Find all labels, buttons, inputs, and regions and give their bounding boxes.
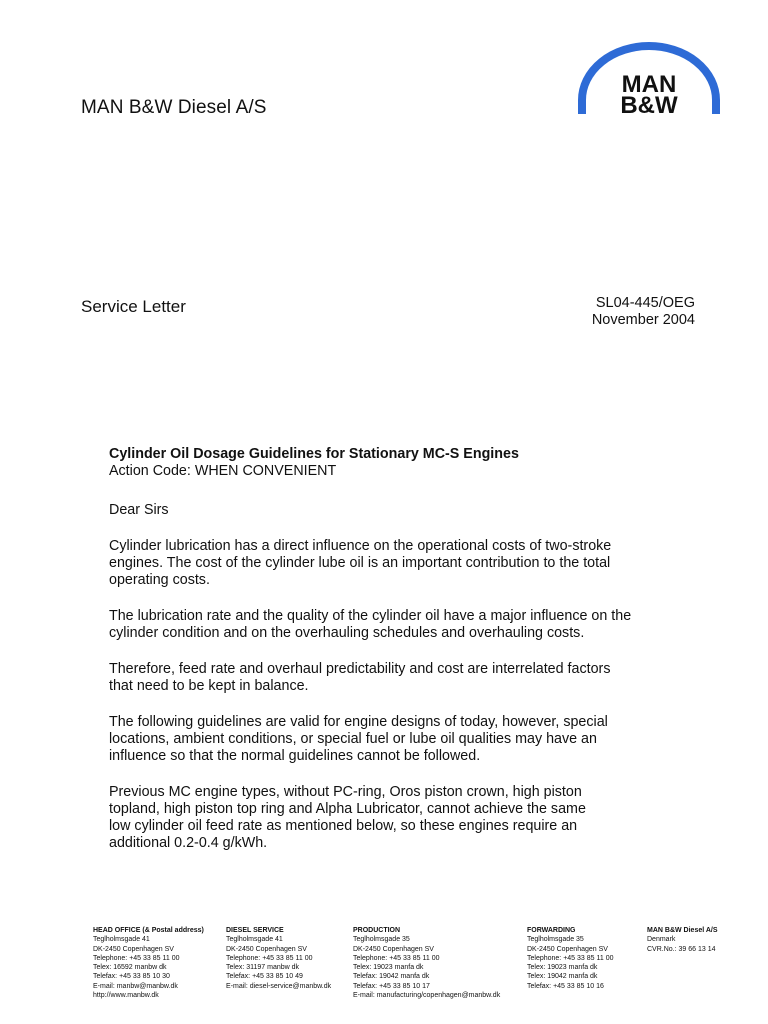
footer-heading: MAN B&W Diesel A/S: [647, 927, 718, 934]
footer-heading: DIESEL SERVICE: [226, 927, 284, 934]
footer-line: Telephone: +45 33 85 11 00: [527, 954, 614, 962]
paragraph-line: influence so that the normal guidelines cannot be followed.: [109, 748, 481, 764]
paragraph-line: engines. The cost of the cylinder lube oil is an important contribution to the total: [109, 555, 611, 571]
paragraph-line: The lubrication rate and the quality of the cylinder oil have a major influence on the: [109, 608, 632, 624]
body-paragraph: [109, 538, 689, 589]
footer-line: E-mail: manufacturing/copenhagen@manbw.dk: [353, 992, 501, 1000]
footer-line: Telephone: +45 33 85 11 00: [226, 954, 313, 962]
letter-date: November 2004: [591, 312, 695, 328]
paragraph-line: Previous MC engine types, without PC-ring, Oros piston crown, high piston: [109, 784, 582, 800]
footer-line: Teglholmsgade 41: [226, 936, 283, 944]
footer-line: Telefax: +45 33 85 10 17: [353, 982, 430, 990]
footer-line: Telefax: +45 33 85 10 49: [226, 973, 303, 981]
footer-column-head-office: [93, 926, 204, 1000]
letter-content: [109, 446, 689, 852]
footer-line: Telex: 19023 manfa dk: [353, 964, 424, 972]
footer-line: Denmark: [647, 936, 676, 944]
body-paragraph: [109, 714, 689, 765]
footer: [0, 926, 768, 1006]
footer-column-forwarding: [527, 926, 613, 991]
letter-reference-block: [592, 295, 695, 329]
logo-text-man: MAN: [621, 71, 677, 98]
footer-heading: PRODUCTION: [353, 927, 401, 934]
footer-line: Teglholmsgade 35: [527, 936, 584, 944]
paragraph-line: low cylinder oil feed rate as mentioned below, so these engines require an: [109, 818, 578, 834]
footer-line: CVR.No.: 39 66 13 14: [647, 945, 716, 953]
logo-text-bw: B&W: [620, 92, 678, 119]
footer-line: Teglholmsgade 41: [93, 936, 150, 944]
footer-line: E-mail: diesel-service@manbw.dk: [226, 982, 332, 990]
body-paragraph: [109, 608, 689, 642]
footer-column-company: [647, 926, 718, 954]
letter-reference: SL04-445/OEG: [595, 295, 695, 311]
paragraph-line: Therefore, feed rate and overhaul predictability and cost are interrelated factors: [109, 661, 611, 677]
paragraph-line: Cylinder lubrication has a direct influence on the operational costs of two-stroke: [109, 538, 612, 554]
footer-line: DK-2450 Copenhagen SV: [226, 945, 307, 953]
footer-line: Teglholmsgade 35: [353, 936, 410, 944]
footer-line: E-mail: manbw@manbw.dk: [93, 982, 178, 990]
paragraph-line: additional 0.2-0.4 g/kWh.: [109, 835, 268, 851]
body-paragraph: [109, 784, 689, 852]
salutation: Dear Sirs: [109, 502, 169, 518]
paragraph-line: operating costs.: [109, 572, 210, 588]
footer-line: Telefax: +45 33 85 10 30: [93, 973, 170, 981]
footer-line: Telephone: +45 33 85 11 00: [353, 954, 440, 962]
footer-line: Telefax: +45 33 85 10 16: [527, 982, 604, 990]
footer-line: Telephone: +45 33 85 11 00: [93, 954, 180, 962]
paragraph-line: The following guidelines are valid for engine designs of today, however, special: [109, 714, 608, 730]
footer-heading: FORWARDING: [527, 927, 576, 934]
paragraph-line: that need to be kept in balance.: [109, 678, 309, 694]
footer-line: Telex: 31197 manbw dk: [226, 964, 300, 972]
paragraph-line: topland, high piston top ring and Alpha Lubricator, cannot achieve the same: [109, 801, 586, 817]
paragraph-line: locations, ambient conditions, or special fuel or lube oil qualities may have an: [109, 731, 597, 747]
man-bw-logo: [574, 34, 724, 122]
body-paragraph: [109, 661, 689, 695]
footer-line: DK-2450 Copenhagen SV: [527, 945, 608, 953]
footer-heading: HEAD OFFICE (& Postal address): [93, 927, 204, 934]
footer-column-production: [353, 926, 500, 1000]
subject-title: Cylinder Oil Dosage Guidelines for Stationary MC-S Engines: [109, 446, 519, 462]
company-name: MAN B&W Diesel A/S: [81, 97, 267, 118]
footer-line: Telex: 19042 manfa dk: [527, 973, 598, 981]
footer-line: DK-2450 Copenhagen SV: [93, 945, 174, 953]
footer-line: DK-2450 Copenhagen SV: [353, 945, 434, 953]
footer-line: http://www.manbw.dk: [93, 992, 159, 1000]
footer-line: Telefax: 19042 manfa dk: [353, 973, 430, 981]
paragraph-line: cylinder condition and on the overhauling schedules and overhauling costs.: [109, 625, 585, 641]
footer-line: Telex: 19023 manfa dk: [527, 964, 598, 972]
action-code: Action Code: WHEN CONVENIENT: [109, 463, 337, 479]
service-letter-label: Service Letter: [81, 297, 186, 316]
footer-line: Telex: 16592 manbw dk: [93, 964, 167, 972]
footer-column-diesel-service: [226, 926, 331, 991]
